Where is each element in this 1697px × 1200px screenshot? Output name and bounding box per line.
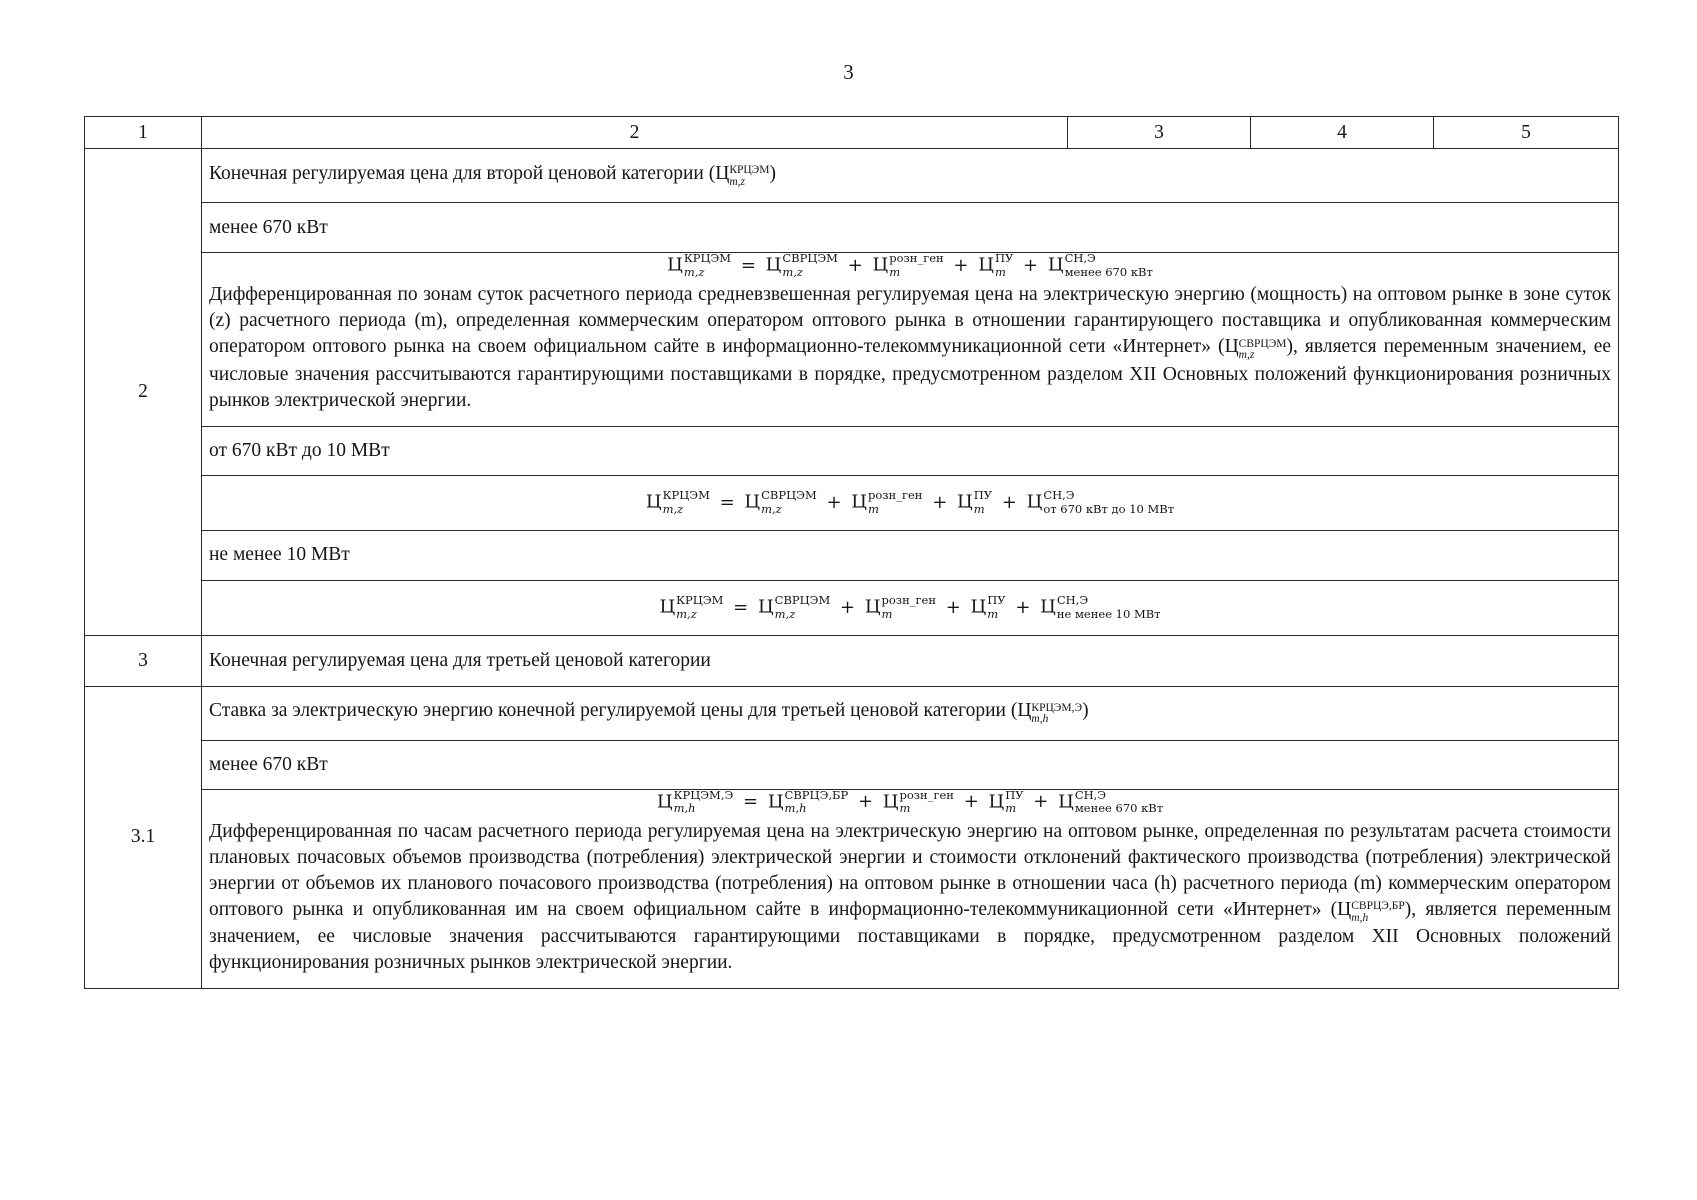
column-header-3: 3 [1068, 117, 1251, 149]
page-number: 3 [843, 60, 854, 84]
price-table [84, 116, 1619, 989]
sec31-formula-1: Ц КРЦЭМ,Э m,h = Ц СВРЦЭ,БР m,h + Ц розн_ген m + Ц ПУ m + Ц СН,Э менее 670 кВт [656, 787, 1164, 815]
section-2-title: Конечная регулируемая цена для второй ценовой категории (Ц КРЦЭМ m,z ) [202, 149, 1619, 203]
sec31-formula-cell-1 [202, 789, 1619, 989]
column-header-4: 4 [1251, 117, 1434, 149]
table-header-row [85, 117, 1619, 149]
table-row [85, 580, 1619, 635]
sec31-paragraph: Дифференцированная по часам расчетного периода регулируемая цена на электрическую энергию на оптовом рынке, определенная по результатам расчета стоимости плановых почасовых объемов производства (потребления) электрической энергии и стоимости отклонений фактического производства (потребления) электрической энергии от объемов их планового почасового производства (потребления) на оптовом рынке в отношении часа (h) расчетного периода (m) коммерческим оператором оптового рынка и опубликованная им на своем официальном сайте в информационно-телекоммуникационной сети «Интернет» (Ц СВРЦЭ,БР m,h ), является переменным значением, ее числовые значения рассчитываются гарантирующими поставщиками в порядке, предусмотренном разделом XII Основных положений функционирования розничных рынков электрической энергии. [209, 820, 1611, 973]
row-number-3-1: 3.1 [85, 686, 202, 989]
table-row [85, 149, 1619, 203]
table-row [85, 530, 1619, 580]
sec2-formula-3: Ц КРЦЭМ m,z = Ц СВРЦЭМ m,z + Ц розн_ген m + Ц ПУ m + Ц СН,Э не менее 10 МВт [659, 593, 1161, 621]
table-row [85, 475, 1619, 530]
table-row [85, 253, 1619, 427]
sec2-range-670-10mw: от 670 кВт до 10 МВт [202, 426, 1619, 475]
sec2-range-under-670: менее 670 кВт [202, 203, 1619, 253]
sec2-paragraph: Дифференцированная по зонам суток расчетного периода средневзвешенная регулируемая цена на электрическую энергию (мощность) на оптовом рынке в зоне суток (z) расчетного периода (m), определенная коммерческим оператором оптового рынка в отношении гарантирующего поставщика и опубликованная коммерческим оператором оптового рынка на своем официальном сайте в информационно-телекоммуникационной сети «Интернет» (Ц СВРЦЭМ m,z ), является переменным значением, ее числовые значения рассчитываются гарантирующими поставщиками в порядке, предусмотренном разделом XII Основных положений функционирования розничных рынков электрической энергии. [209, 284, 1612, 411]
table-row [85, 740, 1619, 789]
sec2-formula-2: Ц КРЦЭМ m,z = Ц СВРЦЭМ m,z + Ц розн_ген m + Ц ПУ m + Ц СН,Э от 670 кВт до 10 МВт [645, 488, 1175, 516]
column-header-1: 1 [85, 117, 202, 149]
column-header-2: 2 [202, 117, 1068, 149]
table-row [85, 426, 1619, 475]
section-3-1-title: Ставка за электрическую энергию конечной регулируемой цены для третьей ценовой категории (Ц КРЦЭМ,Э m,h ) [202, 686, 1619, 740]
table-row [85, 789, 1619, 989]
table-row [85, 203, 1619, 253]
sec2-range-min-10mw: не менее 10 МВт [202, 530, 1619, 580]
sec2-formula-cell-3 [202, 580, 1619, 635]
row-number-2: 2 [85, 149, 202, 636]
sec2-formula-cell-1 [202, 253, 1619, 427]
column-header-5: 5 [1434, 117, 1619, 149]
row-number-3: 3 [85, 635, 202, 686]
table-row [85, 635, 1619, 686]
section-3-title: Конечная регулируемая цена для третьей ценовой категории [202, 635, 1619, 686]
table-row [85, 686, 1619, 740]
sec2-formula-1: Ц КРЦЭМ m,z = Ц СВРЦЭМ m,z + Ц розн_ген m + Ц ПУ m + Ц СН,Э менее 670 кВт [667, 251, 1153, 279]
sec31-range-under-670: менее 670 кВт [202, 740, 1619, 789]
sec2-formula-cell-2 [202, 475, 1619, 530]
